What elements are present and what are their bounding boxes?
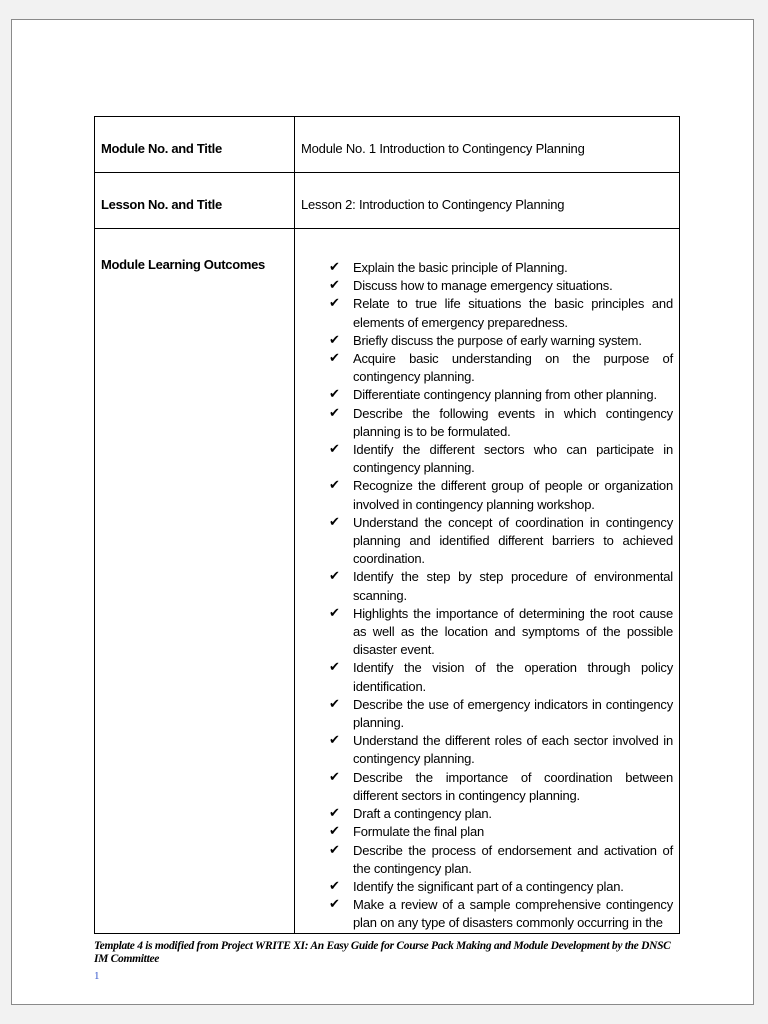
outcome-item xyxy=(329,405,673,441)
module-table xyxy=(94,116,680,934)
checkmark-icon: ✔ xyxy=(329,405,340,421)
outcome-text: Formulate the final plan xyxy=(353,824,485,840)
outcome-text: Highlights the importance of determining the root cause as well as the location and symptoms of the possible disaster event. xyxy=(353,605,673,658)
outcome-item xyxy=(329,350,673,386)
outcomes-row xyxy=(95,229,680,934)
checkmark-icon: ✔ xyxy=(329,842,340,858)
outcome-item xyxy=(329,568,673,604)
outcome-item xyxy=(329,823,673,841)
outcome-text: Identify the significant part of a contingency plan. xyxy=(353,878,624,894)
checkmark-icon: ✔ xyxy=(329,442,340,458)
checkmark-icon: ✔ xyxy=(329,660,340,676)
module-label: Module No. and Title xyxy=(95,117,295,173)
outcome-text: Acquire basic understanding on the purpose of contingency planning. xyxy=(353,351,673,385)
outcome-item xyxy=(329,477,673,513)
outcome-item xyxy=(329,896,673,932)
outcome-item xyxy=(329,514,673,569)
lesson-value: Lesson 2: Introduction to Contingency Planning xyxy=(295,173,680,229)
page-number: 1 xyxy=(94,970,100,982)
outcome-item xyxy=(329,295,673,331)
checkmark-icon: ✔ xyxy=(329,806,340,822)
outcome-text: Identify the step by step procedure of environmental scanning. xyxy=(353,569,673,603)
outcome-item xyxy=(329,332,673,350)
outcome-text: Recognize the different group of people or organization involved in contingency planning workshop. xyxy=(353,478,673,512)
outcome-item xyxy=(329,441,673,477)
checkmark-icon: ✔ xyxy=(329,696,340,712)
checkmark-icon: ✔ xyxy=(329,351,340,367)
outcome-text: Relate to true life situations the basic principles and elements of emergency preparedness. xyxy=(353,296,673,330)
outcome-text: Discuss how to manage emergency situations. xyxy=(353,278,613,294)
checkmark-icon: ✔ xyxy=(329,897,340,913)
outcome-text: Explain the basic principle of Planning. xyxy=(353,260,568,275)
checkmark-icon: ✔ xyxy=(329,824,340,840)
outcome-item xyxy=(329,878,673,896)
document-page xyxy=(11,19,754,1005)
checkmark-icon: ✔ xyxy=(329,569,340,585)
outcome-item xyxy=(329,769,673,805)
outcome-item xyxy=(329,659,673,695)
outcome-text: Make a review of a sample comprehensive contingency plan on any type of disasters commonly occurring in the xyxy=(353,897,673,931)
outcome-item xyxy=(329,277,673,295)
outcome-item xyxy=(329,805,673,823)
checkmark-icon: ✔ xyxy=(329,387,340,403)
outcome-item xyxy=(329,259,673,277)
module-value: Module No. 1 Introduction to Contingency Planning xyxy=(295,117,680,173)
outcome-text: Differentiate contingency planning from other planning. xyxy=(353,387,657,403)
module-row xyxy=(95,117,680,173)
checkmark-icon: ✔ xyxy=(329,605,340,621)
outcome-text: Understand the different roles of each sector involved in contingency planning. xyxy=(353,733,673,767)
outcome-text: Identify the different sectors who can participate in contingency planning. xyxy=(353,442,673,476)
checkmark-icon: ✔ xyxy=(329,769,340,785)
checkmark-icon: ✔ xyxy=(329,733,340,749)
outcome-text: Describe the use of emergency indicators in contingency planning. xyxy=(353,696,673,731)
checkmark-icon: ✔ xyxy=(329,278,340,294)
outcome-item xyxy=(329,732,673,768)
outcome-item xyxy=(329,696,673,732)
checkmark-icon: ✔ xyxy=(329,478,340,494)
outcome-text: Describe the following events in which contingency planning is to be formulated. xyxy=(353,405,673,439)
outcomes-list xyxy=(301,229,673,933)
checkmark-icon: ✔ xyxy=(329,296,340,312)
lesson-row xyxy=(95,173,680,229)
outcome-text: Describe the process of endorsement and activation of the contingency plan. xyxy=(353,842,673,876)
checkmark-icon: ✔ xyxy=(329,514,340,530)
checkmark-icon: ✔ xyxy=(329,332,340,348)
outcome-text: Draft a contingency plan. xyxy=(353,806,492,822)
checkmark-icon: ✔ xyxy=(329,260,340,275)
outcomes-cell xyxy=(295,229,680,934)
footer-note: Template 4 is modified from Project WRITE XI: An Easy Guide for Course Pack Making and Module Development by the DNSC IM Committee xyxy=(94,940,671,965)
outcome-text: Understand the concept of coordination in contingency planning and identified different barriers to achieved coordination. xyxy=(353,514,673,567)
checkmark-icon: ✔ xyxy=(329,878,340,894)
outcomes-label: Module Learning Outcomes xyxy=(95,229,295,934)
outcome-text: Briefly discuss the purpose of early warning system. xyxy=(353,332,642,348)
outcome-text: Describe the importance of coordination between different sectors in contingency planning. xyxy=(353,769,673,803)
lesson-label: Lesson No. and Title xyxy=(95,173,295,229)
outcome-item xyxy=(329,842,673,878)
outcome-item xyxy=(329,605,673,660)
outcome-text: Identify the vision of the operation through policy identification. xyxy=(353,660,673,694)
outcome-item xyxy=(329,386,673,404)
